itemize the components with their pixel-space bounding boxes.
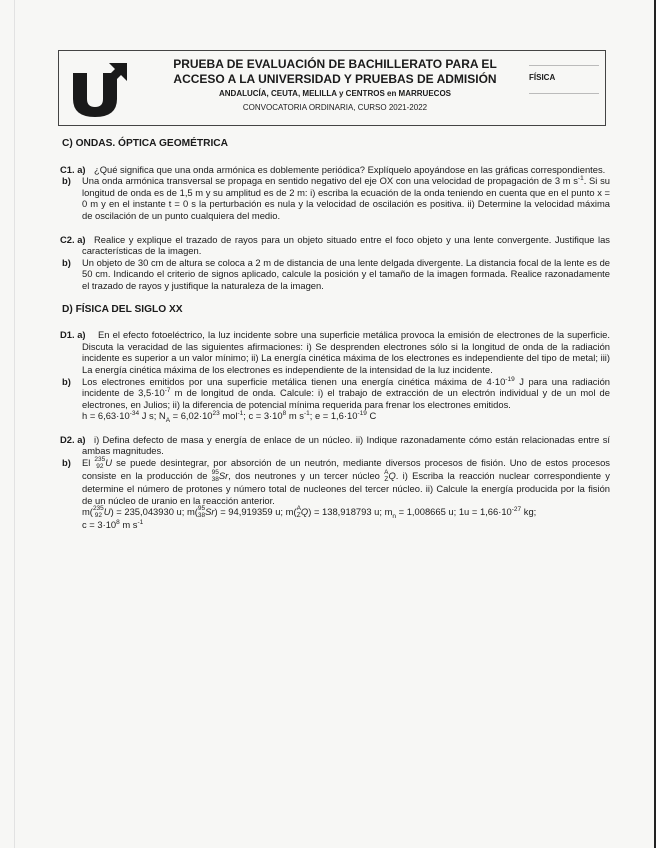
const-text: m s [286, 410, 304, 422]
question-c1b [62, 175, 610, 221]
const-text: ; c = 3·10 [243, 410, 283, 422]
question-text: se puede desintegrar, por absorción de un neutrón, mediante diversos procesos de fisión. Uno de estos procesos consiste en la producción de [82, 457, 610, 482]
header-rule-bottom [529, 93, 599, 94]
exponent: 8 [282, 410, 287, 418]
question-c2a [62, 234, 610, 257]
question-d2a [62, 434, 610, 457]
exam-content [62, 138, 610, 531]
nuclide-u-mass-charge [93, 506, 104, 519]
const-text: kg; [521, 506, 537, 518]
question-label: b) [62, 375, 71, 387]
header-title-line1: PRUEBA DE EVALUACIÓN DE BACHILLERATO PARA EL [173, 57, 497, 71]
mass-number: 95 [197, 505, 206, 513]
question-label: D1. a) [60, 329, 86, 341]
exam-header [58, 50, 606, 126]
mass-number: 235 [94, 456, 106, 464]
atomic-number: 38 [211, 475, 219, 483]
nuclide-symbol: U [103, 506, 111, 518]
const-text: c = 3·10 [82, 519, 117, 531]
question-label: C2. a) [60, 233, 86, 245]
nuclide-symbol: U [105, 457, 113, 469]
university-u-logo-icon [69, 59, 129, 119]
question-label: C1. a) [60, 163, 86, 175]
question-label: b) [62, 256, 71, 268]
const-text: = 6,02·10 [170, 410, 213, 422]
exponent: -1 [137, 519, 144, 527]
question-text: , dos neutrones y un tercer núcleo [228, 470, 385, 482]
exponent: -27 [511, 506, 522, 514]
exponent: -1 [303, 410, 310, 418]
atomic-number: Z [384, 475, 389, 483]
exponent: -19 [357, 410, 367, 418]
mass-number: 235 [92, 505, 104, 513]
nuclide-u-mass-charge [94, 457, 105, 470]
question-text: i) Defina defecto de masa y energía de enlace de un núcleo. ii) Indique razonadamente cómo están relacionadas entre sí ambas magnitudes. [82, 433, 610, 457]
atomic-number: 38 [197, 511, 206, 519]
header-subject: FÍSICA [529, 73, 556, 82]
exponent: -1 [237, 410, 244, 418]
exponent: -34 [129, 410, 140, 418]
header-convocatoria: CONVOCATORIA ORDINARIA, CURSO 2021-2022 [242, 103, 428, 112]
question-label: b) [62, 457, 71, 469]
exponent: -19 [505, 375, 515, 383]
nuclide-sr-mass-charge [212, 470, 219, 483]
question-d2b [62, 457, 610, 506]
const-text: mol [219, 410, 238, 422]
subscript: n [392, 513, 397, 521]
nuclide-symbol: Q [300, 506, 309, 518]
question-text: Un objeto de 30 cm de altura se coloca a 2 m de distancia de una lente delgada divergente. La distancia focal de la lente es de 50 cm. Indicando el criterio de signos aplicado, calcule la posición y el tamaño de la imagen formada. Realice razonadamente el trazado de rayos y justifique la naturaleza de la imagen. [82, 256, 610, 291]
atomic-number: 92 [94, 511, 102, 519]
question-text: . Si su longitud de onda es de 1,5 m y su amplitud es de 2 m: i) escriba la ecuación de la onda teniendo en cuenta que en el punto x = 0 m y en el instante t = 0 s la perturbación es nula y la velocidad de oscilación es positiva. ii) Determine la velocidad máxima de oscilación de un punto cualquiera del medio. [82, 175, 610, 221]
mass-number: A [384, 469, 389, 477]
header-title-line2: ACCESO A LA UNIVERSIDAD Y PRUEBAS DE ADMISIÓN [173, 72, 497, 86]
nuclide-symbol: Sr [218, 470, 229, 482]
constants-line-d2 [62, 506, 610, 531]
const-text: = 1,008665 u; 1u = 1,66·10 [396, 506, 512, 518]
nuclide-symbol: Sr [205, 506, 215, 518]
scan-shadow-left [14, 0, 15, 848]
question-text: J para una radiación incidente de 3,5·10 [82, 375, 610, 399]
subscript: A [165, 417, 171, 425]
const-text: ) = 94,919359 u; m( [214, 506, 297, 518]
nuclide-symbol: Q [388, 470, 396, 482]
question-d1a [62, 329, 610, 375]
const-text: h = 6,63·10 [82, 410, 130, 422]
question-text: Una onda armónica transversal se propaga en sentido negativo del eje OX con una velocidad de propagación de 3 m s [82, 175, 578, 187]
constants-line-d1 [62, 410, 610, 425]
question-label: b) [62, 175, 71, 187]
exponent: -7 [164, 386, 171, 394]
const-text: ) = 235,043930 u; m( [110, 506, 198, 518]
const-text: ; e = 1,6·10 [309, 410, 358, 422]
atomic-number: 92 [96, 462, 104, 470]
question-text: Los electrones emitidos por una superficie metálica tienen una energía cinética máxima de 4·10 [82, 375, 506, 387]
section-d-title: D) FÍSICA DEL SIGLO XX [62, 303, 183, 315]
const-text: ) = 138,918793 u; m [308, 506, 393, 518]
mass-number: A [296, 505, 301, 513]
question-text: En el efecto fotoeléctrico, la luz incidente sobre una superficie metálica provoca la emisión de electrones de la superficie. Discuta la veracidad de las siguientes afirmaciones: i) Se desprenden electrones sólo si la longitud de onda de la radiación incidente es superior a un valor mínimo; ii) La energía cinética máxima de los electrones es independiente del tipo de metal; iii) La energía cinética máxima de los electrones es independiente de la intensidad de la luz incidente. [82, 329, 610, 375]
exponent: -1 [577, 175, 584, 183]
const-text: C [366, 410, 377, 422]
header-regions: ANDALUCÍA, CEUTA, MELILLA y CENTROS en MARRUECOS [219, 89, 451, 98]
question-text: El [82, 457, 95, 469]
section-c-title: C) ONDAS. ÓPTICA GEOMÉTRICA [62, 138, 229, 149]
const-text: m( [82, 506, 93, 518]
question-c1a [62, 164, 610, 176]
mass-number: 95 [211, 469, 219, 477]
exponent: 8 [116, 519, 120, 527]
question-text: ¿Qué significa que una onda armónica es doblemente periódica? Explíquelo apoyándose en las gráficas correspondientes. [94, 163, 606, 175]
header-rule-top [529, 65, 599, 66]
const-text: J s; N [139, 410, 166, 422]
atomic-number: Z [296, 511, 301, 519]
exponent: 23 [212, 410, 220, 418]
question-c2b [62, 257, 610, 292]
question-text: Realice y explique el trazado de rayos para un objeto situado entre el foco objeto y una lente convergente. Justifique las características de la imagen. [82, 233, 610, 257]
question-label: D2. a) [60, 433, 86, 445]
const-text: m s [119, 519, 138, 531]
question-d1b [62, 376, 610, 411]
question-text: m de longitud de onda. Calcule: i) el trabajo de extracción de un electrón individual y de un mol de electrones, en Julios; ii) la diferencia de potencial mínima requerida para frenar los electrones emitidos. [82, 387, 610, 410]
question-text: . i) Escriba la reacción nuclear correspondiente y determine el número de protones y número total de nucleones del tercer núcleo. ii) Calcule la energía producida por la fisión de un núcleo de uranio en la reacción anterior. [82, 470, 610, 506]
